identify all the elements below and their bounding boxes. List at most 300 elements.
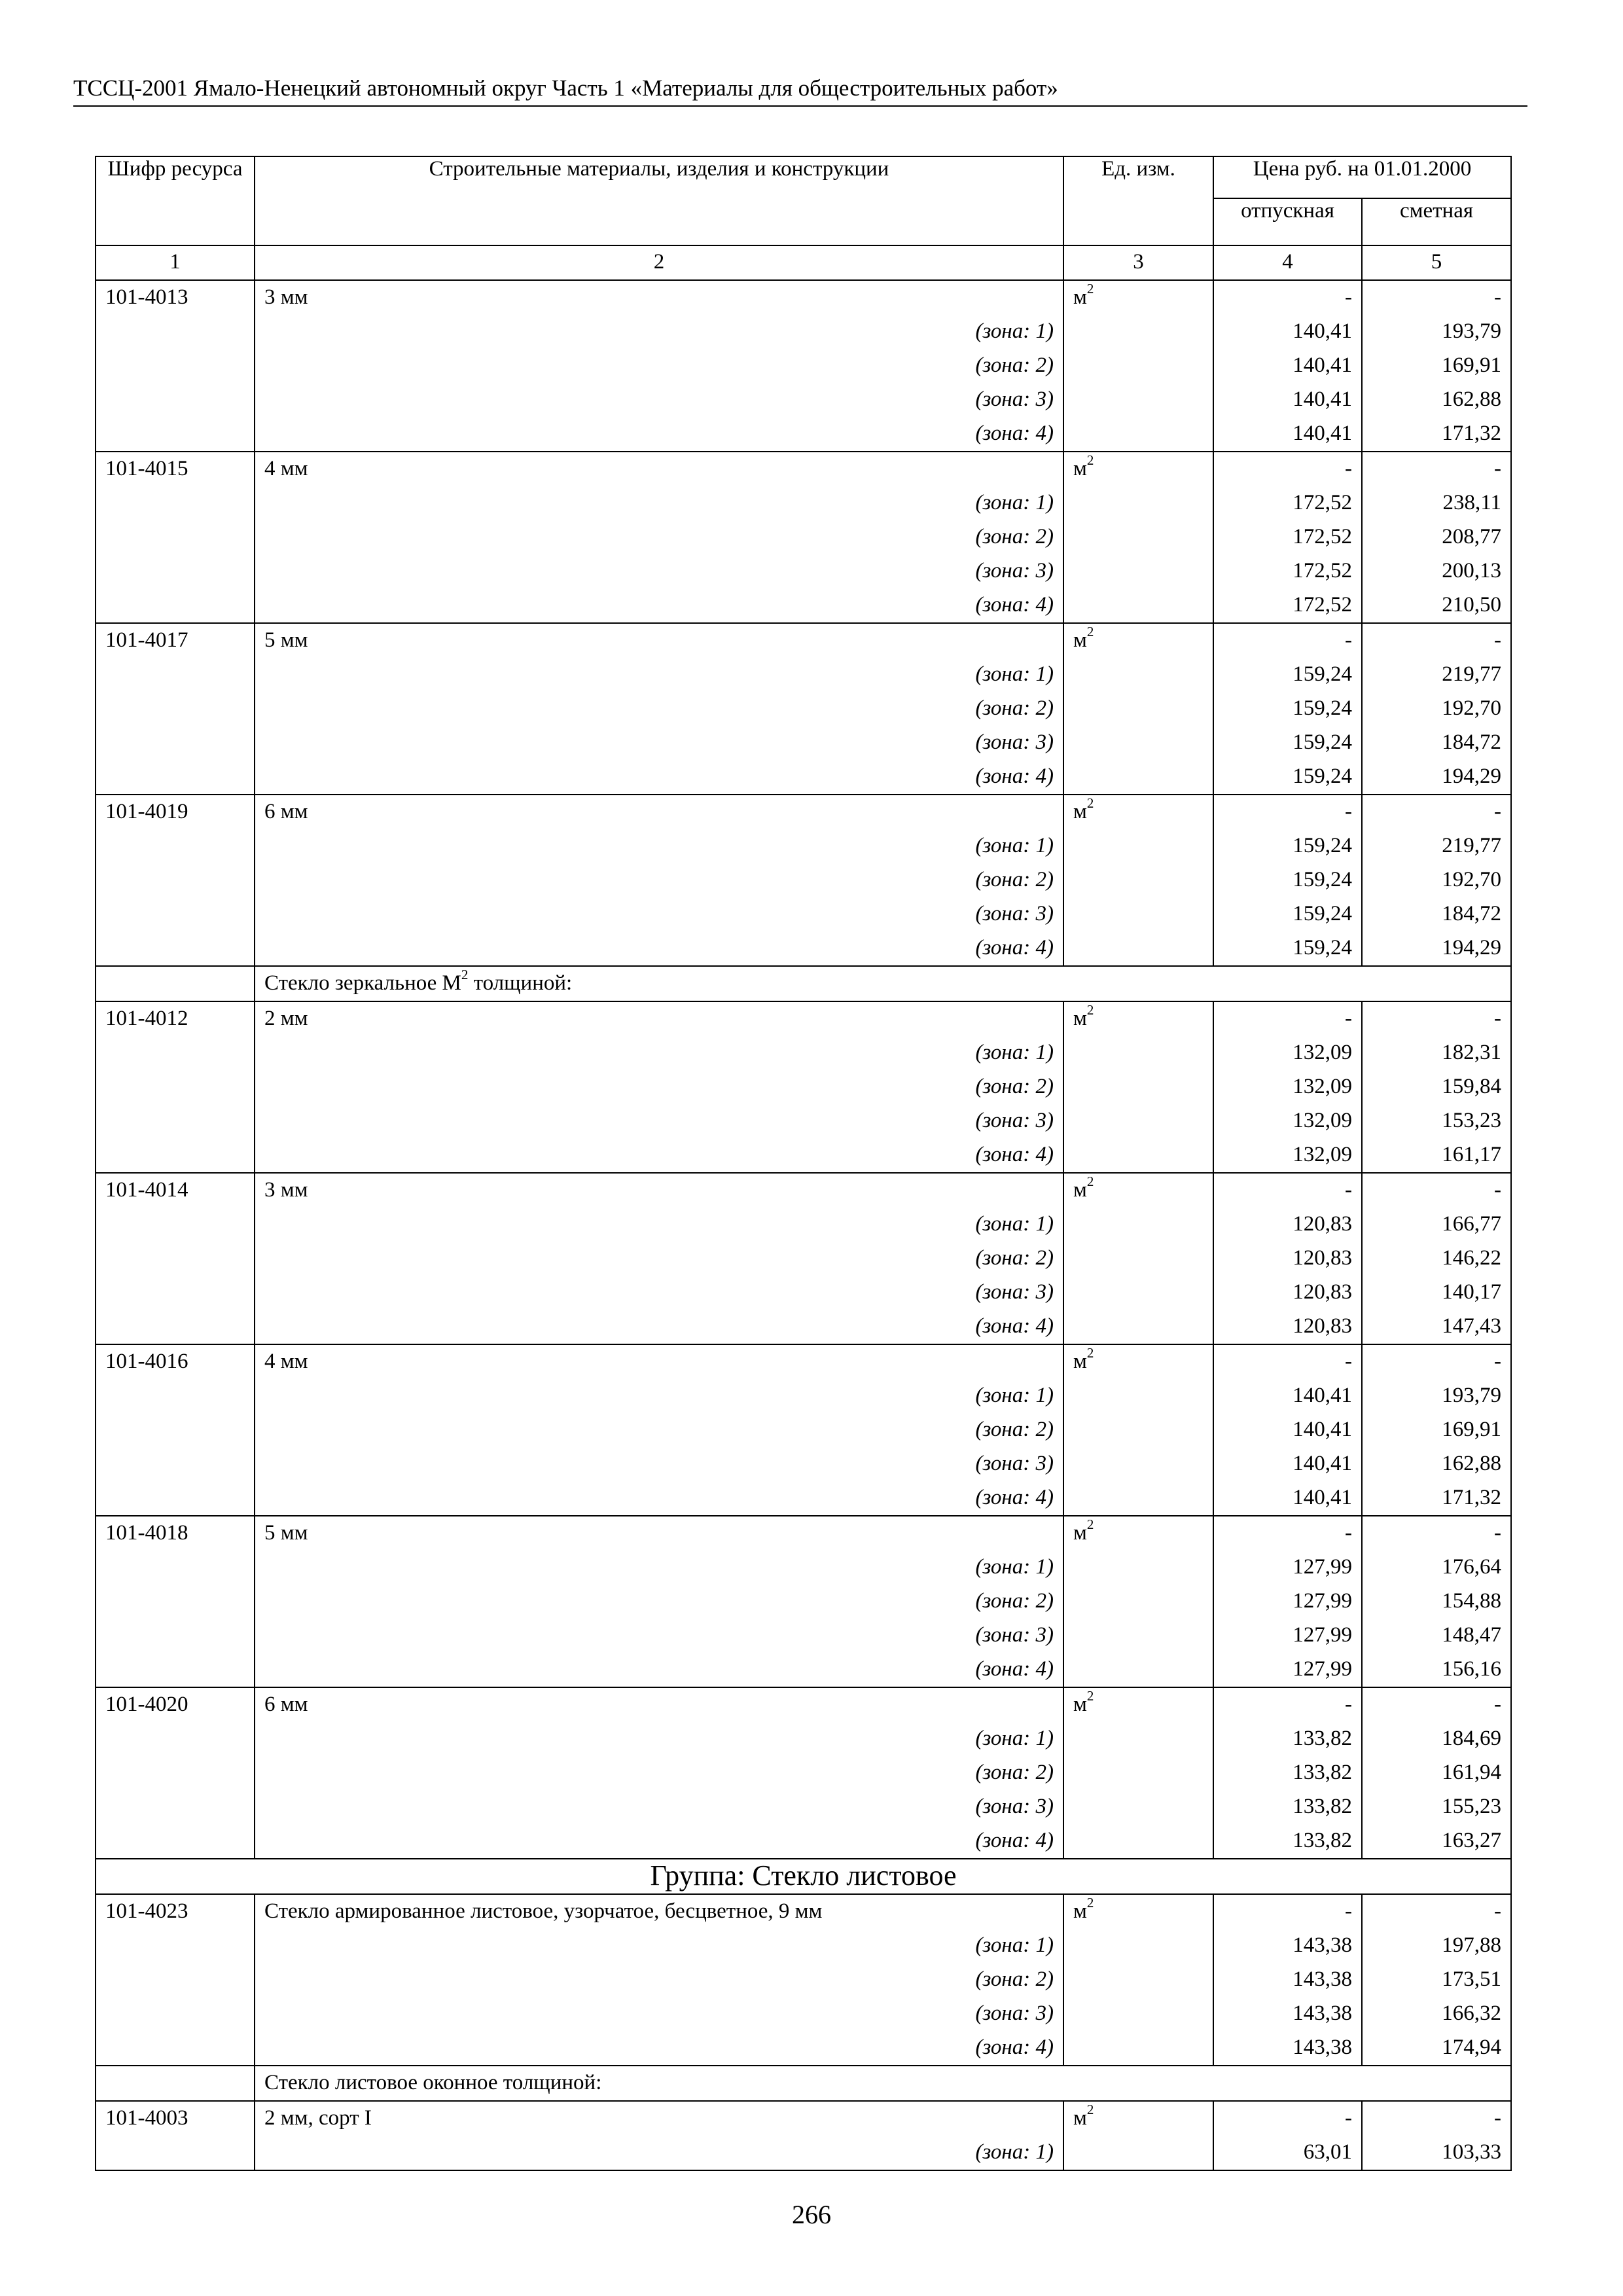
empty-cell [96, 2066, 255, 2101]
empty-cell [96, 1963, 255, 1997]
release-price: - [1213, 1894, 1362, 1929]
material-name: 6 мм [255, 795, 1063, 829]
empty-cell [1063, 1756, 1213, 1790]
empty-cell [96, 2136, 255, 2170]
zone-row [96, 726, 1511, 760]
release-price: 127,99 [1213, 1585, 1362, 1619]
zone-label: (зона: 1) [255, 1208, 1063, 1242]
empty-cell [1063, 1585, 1213, 1619]
zone-row [96, 658, 1511, 692]
empty-cell [96, 2031, 255, 2066]
zone-row [96, 1276, 1511, 1310]
zone-label: (зона: 2) [255, 1585, 1063, 1619]
unit-base: м [1073, 1521, 1087, 1545]
zone-label: (зона: 3) [255, 554, 1063, 588]
zone-label: (зона: 4) [255, 931, 1063, 966]
empty-cell [1063, 1653, 1213, 1687]
unit-power: 2 [1086, 452, 1094, 468]
empty-cell [96, 1036, 255, 1070]
estimate-price: 147,43 [1362, 1310, 1511, 1344]
unit-base: м [1073, 1178, 1087, 1202]
estimate-price: - [1362, 1344, 1511, 1379]
empty-cell [96, 1481, 255, 1516]
zone-row [96, 931, 1511, 966]
empty-cell [1063, 829, 1213, 863]
zone-label: (зона: 3) [255, 1997, 1063, 2031]
zone-row [96, 1310, 1511, 1344]
empty-cell [1063, 1379, 1213, 1413]
empty-cell [96, 1824, 255, 1859]
zone-row [96, 1036, 1511, 1070]
zone-row [96, 1481, 1511, 1516]
empty-cell [1063, 520, 1213, 554]
material-name: 2 мм [255, 1001, 1063, 1036]
empty-cell [1063, 1138, 1213, 1173]
empty-cell [1063, 863, 1213, 897]
empty-cell [1063, 1413, 1213, 1447]
release-price: 127,99 [1213, 1551, 1362, 1585]
header-code: Шифр ресурса [96, 156, 255, 245]
material-name: 3 мм [255, 280, 1063, 315]
release-price: 143,38 [1213, 1997, 1362, 2031]
release-price: 159,24 [1213, 931, 1362, 966]
empty-cell [96, 1551, 255, 1585]
release-price: 140,41 [1213, 1413, 1362, 1447]
zone-row [96, 1551, 1511, 1585]
unit [1063, 280, 1213, 315]
empty-cell [96, 931, 255, 966]
zone-label: (зона: 2) [255, 1413, 1063, 1447]
estimate-price: 166,32 [1362, 1997, 1511, 2031]
column-number: 1 [96, 245, 255, 280]
unit-base: м [1073, 285, 1087, 309]
estimate-price: 163,27 [1362, 1824, 1511, 1859]
resource-code: 101-4015 [96, 452, 255, 486]
estimate-price: 173,51 [1362, 1963, 1511, 1997]
empty-cell [1063, 1208, 1213, 1242]
zone-row [96, 1653, 1511, 1687]
material-name: Стекло армированное листовое, узорчатое, бесцветное, 9 мм [255, 1894, 1063, 1929]
zone-row [96, 1790, 1511, 1824]
empty-cell [96, 1413, 255, 1447]
release-price: - [1213, 1001, 1362, 1036]
estimate-price: 161,17 [1362, 1138, 1511, 1173]
resource-code: 101-4023 [96, 1894, 255, 1929]
empty-cell [1063, 383, 1213, 417]
zone-label: (зона: 1) [255, 315, 1063, 349]
empty-cell [1063, 1310, 1213, 1344]
empty-cell [1063, 1824, 1213, 1859]
release-price: 132,09 [1213, 1104, 1362, 1138]
empty-cell [96, 1208, 255, 1242]
release-price: 120,83 [1213, 1276, 1362, 1310]
table-row [96, 1894, 1511, 1929]
group-heading: Группа: Стекло листовое [96, 1859, 1511, 1894]
unit [1063, 1001, 1213, 1036]
estimate-price: 193,79 [1362, 315, 1511, 349]
table-row [96, 1687, 1511, 1722]
zone-label: (зона: 1) [255, 1551, 1063, 1585]
estimate-price: 184,72 [1362, 726, 1511, 760]
unit-power: 2 [1086, 1516, 1094, 1532]
empty-cell [96, 1997, 255, 2031]
section-label [255, 966, 1511, 1001]
estimate-price: 184,72 [1362, 897, 1511, 931]
release-price: - [1213, 2101, 1362, 2136]
estimate-price: 171,32 [1362, 1481, 1511, 1516]
estimate-price: - [1362, 623, 1511, 658]
zone-row [96, 2136, 1511, 2170]
zone-label: (зона: 4) [255, 588, 1063, 623]
zone-row [96, 383, 1511, 417]
empty-cell [96, 417, 255, 452]
empty-cell [96, 1585, 255, 1619]
unit-base: м [1073, 2106, 1087, 2130]
material-name: 4 мм [255, 1344, 1063, 1379]
empty-cell [1063, 1551, 1213, 1585]
empty-cell [96, 1070, 255, 1104]
column-number: 4 [1213, 245, 1362, 280]
empty-cell [96, 349, 255, 383]
header-name: Строительные материалы, изделия и конструкции [255, 156, 1063, 245]
empty-cell [96, 658, 255, 692]
unit-power: 2 [1086, 624, 1094, 639]
release-price: 172,52 [1213, 486, 1362, 520]
zone-label: (зона: 4) [255, 1481, 1063, 1516]
release-price: 159,24 [1213, 760, 1362, 795]
table-row [96, 1516, 1511, 1551]
zone-label: (зона: 4) [255, 1653, 1063, 1687]
estimate-price: 176,64 [1362, 1551, 1511, 1585]
zone-label: (зона: 1) [255, 829, 1063, 863]
unit [1063, 1516, 1213, 1551]
empty-cell [96, 829, 255, 863]
empty-cell [1063, 1036, 1213, 1070]
estimate-price: 194,29 [1362, 760, 1511, 795]
estimate-price: 162,88 [1362, 1447, 1511, 1481]
zone-label: (зона: 2) [255, 692, 1063, 726]
zone-row [96, 1138, 1511, 1173]
empty-cell [96, 588, 255, 623]
zone-label: (зона: 3) [255, 1619, 1063, 1653]
estimate-price: - [1362, 280, 1511, 315]
unit-power: 2 [1086, 1174, 1094, 1189]
material-name: 2 мм, сорт I [255, 2101, 1063, 2136]
empty-cell [1063, 417, 1213, 452]
release-price: 63,01 [1213, 2136, 1362, 2170]
zone-label: (зона: 3) [255, 383, 1063, 417]
zone-row [96, 760, 1511, 795]
empty-cell [1063, 1790, 1213, 1824]
estimate-price: 162,88 [1362, 383, 1511, 417]
empty-cell [96, 520, 255, 554]
zone-row [96, 1929, 1511, 1963]
unit [1063, 2101, 1213, 2136]
unit [1063, 795, 1213, 829]
release-price: 120,83 [1213, 1242, 1362, 1276]
zone-label: (зона: 3) [255, 1790, 1063, 1824]
zone-row [96, 1722, 1511, 1756]
zone-row [96, 588, 1511, 623]
empty-cell [1063, 1481, 1213, 1516]
estimate-price: 140,17 [1362, 1276, 1511, 1310]
unit [1063, 1173, 1213, 1208]
empty-cell [1063, 1929, 1213, 1963]
estimate-price: 193,79 [1362, 1379, 1511, 1413]
zone-label: (зона: 4) [255, 1138, 1063, 1173]
unit [1063, 1344, 1213, 1379]
empty-cell [96, 1379, 255, 1413]
zone-label: (зона: 1) [255, 1036, 1063, 1070]
zone-label: (зона: 2) [255, 349, 1063, 383]
estimate-price: 161,94 [1362, 1756, 1511, 1790]
estimate-price: - [1362, 1687, 1511, 1722]
table-row [96, 623, 1511, 658]
empty-cell [96, 1722, 255, 1756]
empty-cell [96, 486, 255, 520]
estimate-price: 219,77 [1362, 829, 1511, 863]
release-price: 172,52 [1213, 520, 1362, 554]
zone-label: (зона: 4) [255, 1310, 1063, 1344]
release-price: 133,82 [1213, 1722, 1362, 1756]
empty-cell [96, 1929, 255, 1963]
zone-label: (зона: 2) [255, 1963, 1063, 1997]
estimate-price: - [1362, 452, 1511, 486]
resource-code: 101-4016 [96, 1344, 255, 1379]
header-release-price: отпускная [1213, 198, 1362, 245]
zone-label: (зона: 4) [255, 1824, 1063, 1859]
unit-base: м [1073, 800, 1087, 823]
empty-cell [1063, 1276, 1213, 1310]
empty-cell [1063, 1070, 1213, 1104]
empty-cell [1063, 315, 1213, 349]
release-price: 159,24 [1213, 829, 1362, 863]
zone-row [96, 1824, 1511, 1859]
section-label-tail: толщиной: [468, 971, 573, 995]
estimate-price: - [1362, 2101, 1511, 2136]
zone-label: (зона: 4) [255, 417, 1063, 452]
release-price: - [1213, 623, 1362, 658]
zone-label: (зона: 2) [255, 863, 1063, 897]
empty-cell [1063, 1104, 1213, 1138]
empty-cell [96, 966, 255, 1001]
zone-row [96, 692, 1511, 726]
empty-cell [96, 1756, 255, 1790]
release-price: 159,24 [1213, 863, 1362, 897]
estimate-price: 174,94 [1362, 2031, 1511, 2066]
zone-row [96, 315, 1511, 349]
zone-row [96, 1447, 1511, 1481]
empty-cell [1063, 1997, 1213, 2031]
release-price: 140,41 [1213, 1379, 1362, 1413]
resource-code: 101-4003 [96, 2101, 255, 2136]
estimate-price: 159,84 [1362, 1070, 1511, 1104]
zone-row [96, 554, 1511, 588]
zone-row [96, 1379, 1511, 1413]
zone-label: (зона: 3) [255, 897, 1063, 931]
empty-cell [1063, 349, 1213, 383]
empty-cell [96, 1104, 255, 1138]
zone-label: (зона: 4) [255, 2031, 1063, 2066]
empty-cell [1063, 2136, 1213, 2170]
zone-row [96, 1413, 1511, 1447]
release-price: 159,24 [1213, 658, 1362, 692]
unit [1063, 452, 1213, 486]
estimate-price: 238,11 [1362, 486, 1511, 520]
release-price: 140,41 [1213, 349, 1362, 383]
release-price: 143,38 [1213, 2031, 1362, 2066]
empty-cell [1063, 2031, 1213, 2066]
empty-cell [96, 760, 255, 795]
estimate-price: 208,77 [1362, 520, 1511, 554]
estimate-price: 154,88 [1362, 1585, 1511, 1619]
release-price: - [1213, 1344, 1362, 1379]
release-price: 140,41 [1213, 417, 1362, 452]
estimate-price: 166,77 [1362, 1208, 1511, 1242]
unit-base: м [1073, 457, 1087, 480]
release-price: 132,09 [1213, 1036, 1362, 1070]
zone-row [96, 417, 1511, 452]
unit-base: м [1073, 628, 1087, 652]
zone-row [96, 349, 1511, 383]
zone-label: (зона: 3) [255, 726, 1063, 760]
zone-row [96, 1070, 1511, 1104]
estimate-price: 210,50 [1362, 588, 1511, 623]
empty-cell [1063, 897, 1213, 931]
empty-cell [96, 1242, 255, 1276]
unit-base: м [1073, 1899, 1087, 1923]
zone-row [96, 829, 1511, 863]
unit-power: 2 [1086, 1345, 1094, 1361]
release-price: 140,41 [1213, 315, 1362, 349]
empty-cell [1063, 486, 1213, 520]
empty-cell [1063, 1619, 1213, 1653]
zone-row [96, 1997, 1511, 2031]
unit [1063, 623, 1213, 658]
zone-row [96, 1963, 1511, 1997]
resource-code: 101-4019 [96, 795, 255, 829]
empty-cell [1063, 760, 1213, 795]
resource-code: 101-4020 [96, 1687, 255, 1722]
empty-cell [1063, 931, 1213, 966]
estimate-price: - [1362, 1894, 1511, 1929]
material-name: 5 мм [255, 1516, 1063, 1551]
empty-cell [96, 863, 255, 897]
zone-row [96, 863, 1511, 897]
zone-row [96, 1104, 1511, 1138]
table-row [96, 1173, 1511, 1208]
zone-label: (зона: 2) [255, 1070, 1063, 1104]
table-row [96, 452, 1511, 486]
release-price: 120,83 [1213, 1208, 1362, 1242]
estimate-price: 169,91 [1362, 349, 1511, 383]
empty-cell [1063, 1447, 1213, 1481]
zone-row [96, 1619, 1511, 1653]
empty-cell [1063, 554, 1213, 588]
resource-code: 101-4013 [96, 280, 255, 315]
price-table [95, 156, 1512, 2171]
empty-cell [96, 554, 255, 588]
release-price: 132,09 [1213, 1138, 1362, 1173]
empty-cell [1063, 692, 1213, 726]
empty-cell [96, 1276, 255, 1310]
section-label-text: Стекло листовое оконное толщиной: [264, 2071, 602, 2094]
unit [1063, 1894, 1213, 1929]
table-row [96, 2101, 1511, 2136]
zone-label: (зона: 1) [255, 1929, 1063, 1963]
zone-row [96, 1208, 1511, 1242]
header-unit: Ед. изм. [1063, 156, 1213, 245]
empty-cell [1063, 1242, 1213, 1276]
empty-cell [96, 1138, 255, 1173]
empty-cell [96, 1447, 255, 1481]
column-number: 2 [255, 245, 1063, 280]
estimate-price: 169,91 [1362, 1413, 1511, 1447]
unit-base: м [1073, 1007, 1087, 1030]
unit-base: м [1073, 1693, 1087, 1716]
empty-cell [96, 1310, 255, 1344]
estimate-price: 156,16 [1362, 1653, 1511, 1687]
release-price: 132,09 [1213, 1070, 1362, 1104]
release-price: - [1213, 452, 1362, 486]
zone-label: (зона: 4) [255, 760, 1063, 795]
material-name: 5 мм [255, 623, 1063, 658]
zone-label: (зона: 2) [255, 520, 1063, 554]
material-name: 3 мм [255, 1173, 1063, 1208]
zone-row [96, 1756, 1511, 1790]
zone-label: (зона: 3) [255, 1447, 1063, 1481]
resource-code: 101-4014 [96, 1173, 255, 1208]
header-rule [73, 105, 1527, 107]
estimate-price: - [1362, 795, 1511, 829]
zone-label: (зона: 1) [255, 1722, 1063, 1756]
header-price-group: Цена руб. на 01.01.2000 [1213, 156, 1511, 198]
empty-cell [96, 1790, 255, 1824]
resource-code: 101-4012 [96, 1001, 255, 1036]
release-price: 172,52 [1213, 588, 1362, 623]
release-price: 127,99 [1213, 1653, 1362, 1687]
release-price: 140,41 [1213, 1447, 1362, 1481]
empty-cell [96, 897, 255, 931]
zone-row [96, 1585, 1511, 1619]
estimate-price: 197,88 [1362, 1929, 1511, 1963]
empty-cell [96, 315, 255, 349]
table-row [96, 1344, 1511, 1379]
release-price: 143,38 [1213, 1963, 1362, 1997]
release-price: 133,82 [1213, 1790, 1362, 1824]
table-row [96, 795, 1511, 829]
release-price: - [1213, 795, 1362, 829]
estimate-price: 200,13 [1362, 554, 1511, 588]
table-body [96, 280, 1511, 2170]
unit [1063, 1687, 1213, 1722]
unit-power: 2 [1086, 1002, 1094, 1018]
estimate-price: - [1362, 1516, 1511, 1551]
material-name: 4 мм [255, 452, 1063, 486]
zone-label: (зона: 2) [255, 1756, 1063, 1790]
release-price: 140,41 [1213, 1481, 1362, 1516]
unit-power: 2 [1086, 281, 1094, 296]
unit-power: 2 [1086, 795, 1094, 811]
page-number: 266 [792, 2200, 831, 2229]
column-number: 3 [1063, 245, 1213, 280]
resource-code: 101-4018 [96, 1516, 255, 1551]
zone-row [96, 1242, 1511, 1276]
unit-power: 2 [1086, 2102, 1094, 2117]
section-label-text: Стекло зеркальное М [264, 971, 461, 995]
release-price: 140,41 [1213, 383, 1362, 417]
zone-label: (зона: 1) [255, 2136, 1063, 2170]
